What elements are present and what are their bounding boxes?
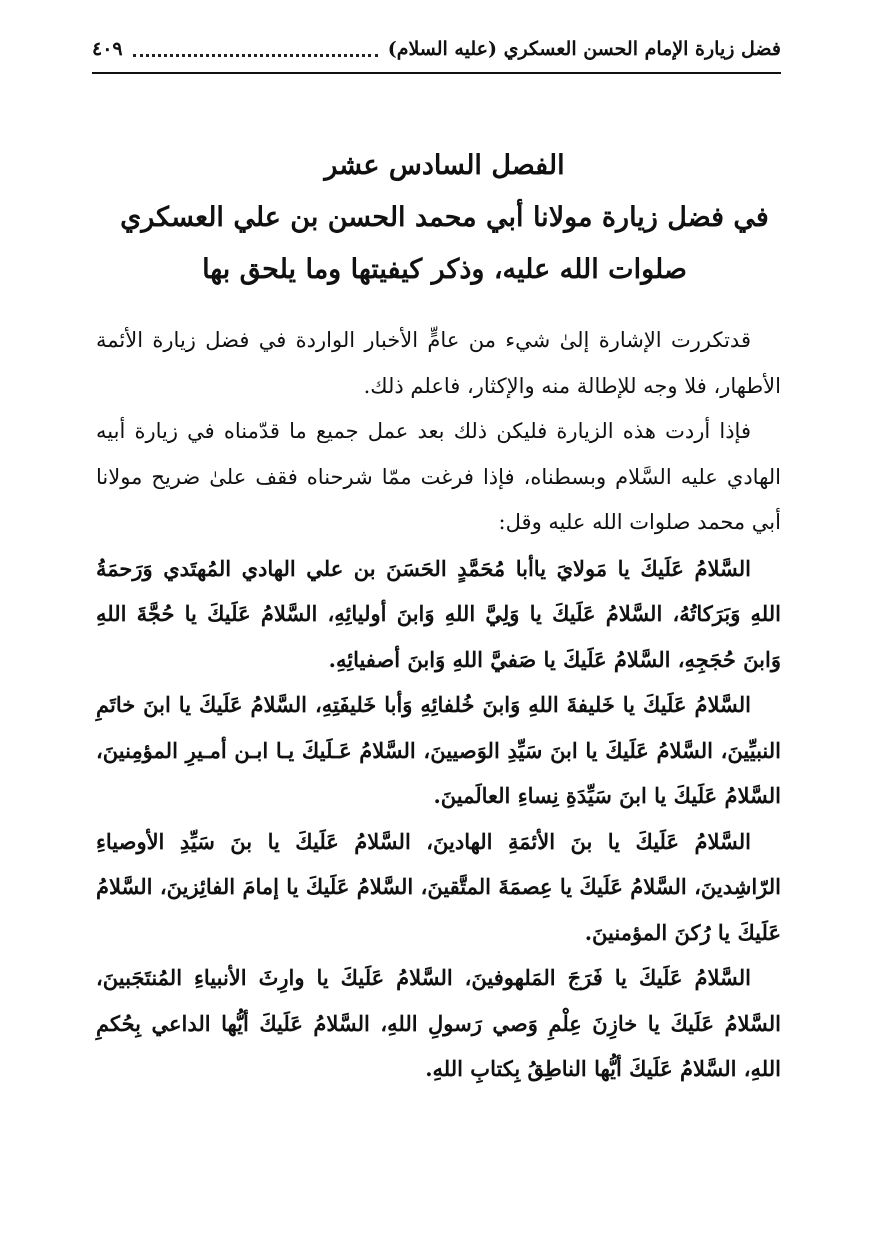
header-rule [92, 72, 781, 74]
paragraph-ziyara-4: السَّلامُ عَلَيكَ يا فَرَجَ المَلهوفينَ، السَّلامُ عَلَيكَ يا وارِثَ الأنبياءِ المُنتَجَبينَ، السَّلامُ عَلَيكَ يا خازِنَ عِلْمِ وَصي رَسولِ اللهِ، السَّلامُ عَلَيكَ أيُّها الداعي بِحُكمِ اللهِ، السَّلامُ عَلَيكَ أيُّها الناطِقُ بِكتابِ اللهِ. [96, 965, 781, 1081]
page-number: ٤٠٩ [92, 38, 123, 60]
paragraph-ziyara-3: السَّلامُ عَلَيكَ يا بنَ الأئمَةِ الهادينَ، السَّلامُ عَلَيكَ يا بنَ سَيِّدِ الأوصياءِ الرّاشِدينَ، السَّلامُ عَلَيكَ يا عِصمَةَ المتَّقينَ، السَّلامُ عَلَيكَ يا إمامَ الفائِزينَ، السَّلامُ عَلَيكَ يا رُكنَ المؤمنينَ. [96, 828, 781, 945]
running-header-title: فضل زيارة الإمام الحسن العسكري (عليه السلام) [387, 38, 781, 60]
paragraph-instructions: فإذا أردت هذه الزيارة فليكن ذلك بعد عمل جميع ما قدّمناه في زيارة أبيه الهادي عليه السَّلام وبسطناه، فإذا فرغت ممّا شرحناه فقف علىٰ ضريح مولانا أبي محمد صلوات الله عليه وقل: [96, 419, 781, 534]
chapter-title-line-2: صلوات الله عليه، وذكر كيفيتها وما يلحق بها [202, 254, 687, 285]
chapter-title-line-1: في فضل زيارة مولانا أبي محمد الحسن بن علي العسكري [120, 202, 769, 233]
chapter-number: الفصل السادس عشر [324, 150, 565, 181]
body-text [96, 318, 781, 1092]
paragraph-ziyara-2: السَّلامُ عَلَيكَ يا خَليفةَ اللهِ وَابنَ خُلفائِهِ وَأبا خَليفَتِهِ، السَّلامُ عَلَيكَ يا ابنَ خاتَمِ النبيِّينَ، السَّلامُ عَلَيكَ يا ابنَ سَيِّدِ الوَصيينَ، السَّلامُ عَـلَيكَ يـا ابـن أمـيرِ المؤمِنينَ، السَّلامُ عَلَيكَ يا ابنَ سَيِّدَةِ نِساءِ العالَمينَ. [96, 692, 781, 808]
paragraph-ziyara-1: السَّلامُ عَلَيكَ يا مَولايَ ياأبا مُحَمَّدٍ الحَسَنَ بن علي الهادي المُهتَدي وَرَحمَةُ اللهِ وَبَرَكاتُهُ، السَّلامُ عَلَيكَ يا وَلِيَّ اللهِ وَابنَ أوليائِهِ، السَّلامُ عَلَيكَ يا حُجَّةَ اللهِ وَابنَ حُجَجِهِ، السَّلامُ عَلَيكَ يا صَفيَّ اللهِ وَابنَ أصفيائِهِ. [96, 555, 781, 672]
running-header [92, 32, 781, 66]
dot-leader [133, 54, 378, 57]
chapter-heading [100, 140, 789, 296]
paragraph-intro: قدتكررت الإشارة إلىٰ شيء من عامٍّ الأخبار الواردة في فضل زيارة الأئمة الأطهار، فلا وجه للإطالة منه والإكثار، فاعلم ذلك. [96, 328, 781, 398]
